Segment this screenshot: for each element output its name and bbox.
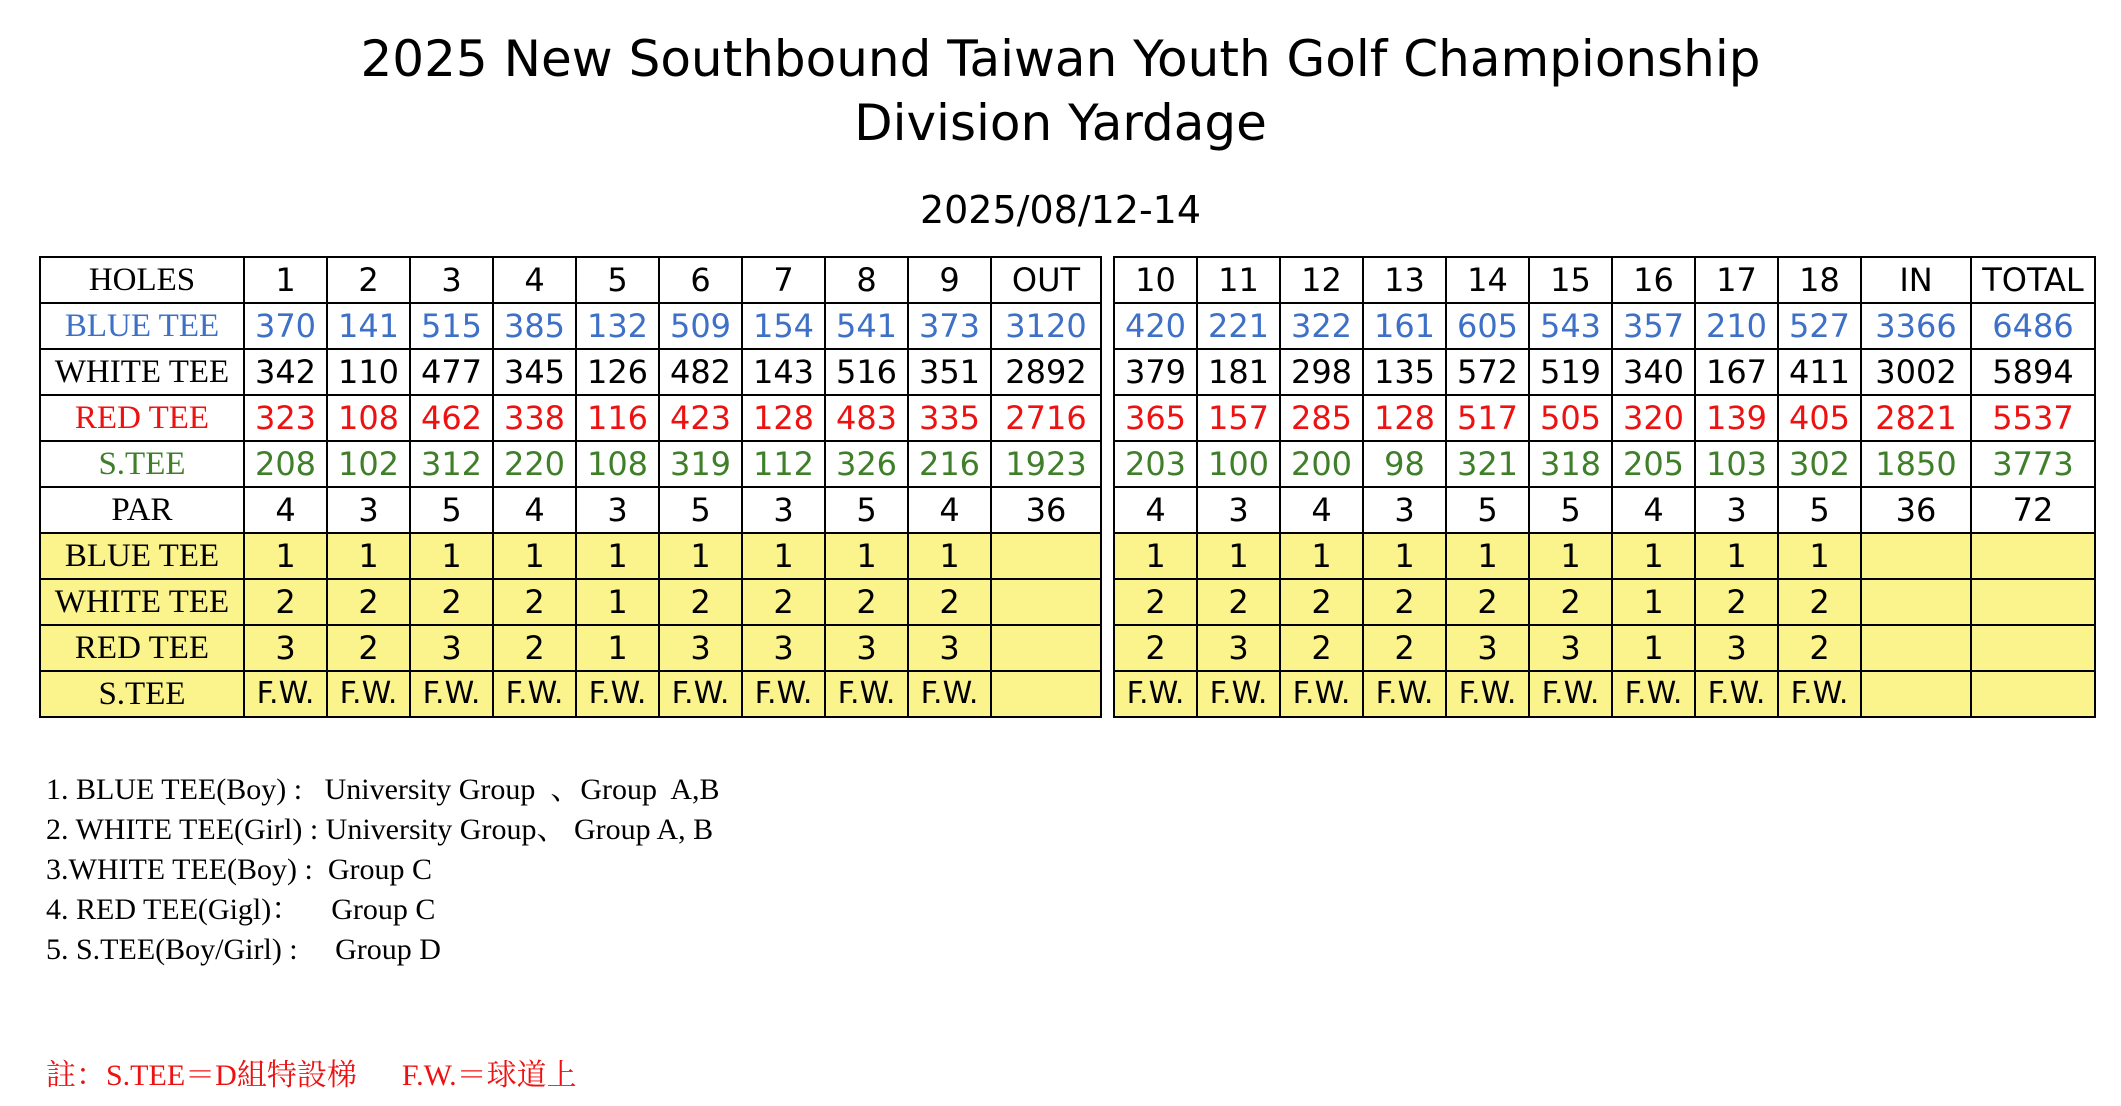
row-label: WHITE TEE bbox=[40, 579, 244, 625]
tee-position-row bbox=[40, 671, 1101, 717]
yardage-cell: 3 bbox=[1695, 487, 1778, 533]
tee-position-cell: 1 bbox=[327, 533, 410, 579]
yardage-cell: 373 bbox=[908, 303, 991, 349]
yardage-cell: 5 bbox=[1778, 487, 1861, 533]
tee-position-cell: 2 bbox=[1363, 579, 1446, 625]
hole-number: IN bbox=[1861, 257, 1971, 303]
tee-position-cell: F.W. bbox=[1695, 671, 1778, 717]
yardage-cell: 505 bbox=[1529, 395, 1612, 441]
hole-number: 12 bbox=[1280, 257, 1363, 303]
hole-number: 5 bbox=[576, 257, 659, 303]
tee-position-cell: F.W. bbox=[1114, 671, 1197, 717]
tee-position-cell: 3 bbox=[1529, 625, 1612, 671]
yardage-cell: 3002 bbox=[1861, 349, 1971, 395]
yardage-cell: 108 bbox=[327, 395, 410, 441]
hole-number: 2 bbox=[327, 257, 410, 303]
yardage-cell: 357 bbox=[1612, 303, 1695, 349]
yardage-cell: 318 bbox=[1529, 441, 1612, 487]
yardage-cell: 5894 bbox=[1971, 349, 2095, 395]
hole-number: 1 bbox=[244, 257, 327, 303]
hole-number: 8 bbox=[825, 257, 908, 303]
tee-position-cell: F.W. bbox=[1363, 671, 1446, 717]
tee-position-cell: 2 bbox=[327, 579, 410, 625]
yardage-cell: 128 bbox=[1363, 395, 1446, 441]
yardage-cell: 379 bbox=[1114, 349, 1197, 395]
tee-position-cell: F.W. bbox=[1446, 671, 1529, 717]
yardage-cell: 405 bbox=[1778, 395, 1861, 441]
tee-position-cell: 2 bbox=[1695, 579, 1778, 625]
tee-position-cell: 2 bbox=[493, 579, 576, 625]
row-label: S.TEE bbox=[40, 441, 244, 487]
yardage-cell: 515 bbox=[410, 303, 493, 349]
yardage-cell: 128 bbox=[742, 395, 825, 441]
holes-header-row bbox=[1114, 257, 2095, 303]
yardage-cell: 462 bbox=[410, 395, 493, 441]
tee-position-cell: 1 bbox=[576, 579, 659, 625]
tee-position-cell: 1 bbox=[1778, 533, 1861, 579]
tee-position-cell: 3 bbox=[1197, 625, 1280, 671]
yardage-cell: 221 bbox=[1197, 303, 1280, 349]
par-tee-row bbox=[40, 487, 1101, 533]
yardage-cell: 3120 bbox=[991, 303, 1101, 349]
yardage-cell: 4 bbox=[908, 487, 991, 533]
tee-position-cell: F.W. bbox=[576, 671, 659, 717]
red-tee-row bbox=[40, 395, 1101, 441]
row-label: BLUE TEE bbox=[40, 533, 244, 579]
tee-position-cell: 2 bbox=[908, 579, 991, 625]
yardage-cell: 5537 bbox=[1971, 395, 2095, 441]
hole-number: 10 bbox=[1114, 257, 1197, 303]
yardage-cell: 154 bbox=[742, 303, 825, 349]
tee-position-cell: 1 bbox=[244, 533, 327, 579]
tee-position-cell: F.W. bbox=[1778, 671, 1861, 717]
tee-position-cell: 3 bbox=[1446, 625, 1529, 671]
yardage-cell: 3 bbox=[742, 487, 825, 533]
tee-position-cell: 1 bbox=[1612, 579, 1695, 625]
yardage-cell: 6486 bbox=[1971, 303, 2095, 349]
tee-position-cell: 2 bbox=[327, 625, 410, 671]
tee-position-cell: 3 bbox=[908, 625, 991, 671]
tee-position-cell bbox=[1971, 579, 2095, 625]
tee-position-cell: 2 bbox=[1778, 625, 1861, 671]
hole-number: 14 bbox=[1446, 257, 1529, 303]
tee-position-cell bbox=[991, 625, 1101, 671]
yardage-cell: 4 bbox=[1612, 487, 1695, 533]
tee-position-cell bbox=[991, 533, 1101, 579]
yardage-cell: 108 bbox=[576, 441, 659, 487]
tee-position-cell: 1 bbox=[1612, 625, 1695, 671]
yardage-cell: 36 bbox=[991, 487, 1101, 533]
tee-position-cell: 1 bbox=[1612, 533, 1695, 579]
yardage-cell: 302 bbox=[1778, 441, 1861, 487]
tee-position-cell: 2 bbox=[1197, 579, 1280, 625]
yardage-cell: 509 bbox=[659, 303, 742, 349]
tee-position-row bbox=[40, 579, 1101, 625]
tee-position-cell: 2 bbox=[1280, 625, 1363, 671]
s-tee-row bbox=[1114, 441, 2095, 487]
yardage-cell: 5 bbox=[410, 487, 493, 533]
yardage-cell: 335 bbox=[908, 395, 991, 441]
row-label: BLUE TEE bbox=[40, 303, 244, 349]
note-line: 3.WHITE TEE(Boy) : Group C bbox=[46, 853, 433, 886]
yardage-cell: 103 bbox=[1695, 441, 1778, 487]
yardage-cell: 210 bbox=[1695, 303, 1778, 349]
yardage-cell: 527 bbox=[1778, 303, 1861, 349]
front-nine-table bbox=[39, 256, 1102, 718]
tee-position-cell bbox=[1861, 625, 1971, 671]
tee-position-cell: 1 bbox=[1363, 533, 1446, 579]
tee-position-cell: 1 bbox=[1197, 533, 1280, 579]
yardage-cell: 370 bbox=[244, 303, 327, 349]
tee-position-cell: F.W. bbox=[1612, 671, 1695, 717]
yardage-cell: 205 bbox=[1612, 441, 1695, 487]
blue-tee-row bbox=[1114, 303, 2095, 349]
yardage-cell: 141 bbox=[327, 303, 410, 349]
row-label: S.TEE bbox=[40, 671, 244, 717]
yardage-cell: 5 bbox=[825, 487, 908, 533]
yardage-cell: 342 bbox=[244, 349, 327, 395]
tee-position-cell: 1 bbox=[1280, 533, 1363, 579]
yardage-cell: 4 bbox=[493, 487, 576, 533]
par-tee-row bbox=[1114, 487, 2095, 533]
tee-position-cell: 1 bbox=[1529, 533, 1612, 579]
yardage-cell: 3366 bbox=[1861, 303, 1971, 349]
tee-position-cell: F.W. bbox=[742, 671, 825, 717]
yardage-cell: 135 bbox=[1363, 349, 1446, 395]
yardage-cell: 139 bbox=[1695, 395, 1778, 441]
tee-position-cell: F.W. bbox=[327, 671, 410, 717]
tee-position-row bbox=[40, 533, 1101, 579]
yardage-cell: 519 bbox=[1529, 349, 1612, 395]
yardage-cell: 321 bbox=[1446, 441, 1529, 487]
hole-number: 16 bbox=[1612, 257, 1695, 303]
yardage-cell: 3 bbox=[1363, 487, 1446, 533]
tee-position-cell: 2 bbox=[1778, 579, 1861, 625]
blue-tee-row bbox=[40, 303, 1101, 349]
hole-number: OUT bbox=[991, 257, 1101, 303]
row-label: RED TEE bbox=[40, 395, 244, 441]
yardage-cell: 72 bbox=[1971, 487, 2095, 533]
tee-position-cell: F.W. bbox=[825, 671, 908, 717]
hole-number: 15 bbox=[1529, 257, 1612, 303]
yardage-cell: 312 bbox=[410, 441, 493, 487]
note-line: 5. S.TEE(Boy/Girl) : Group D bbox=[46, 933, 441, 966]
tee-position-cell bbox=[1861, 533, 1971, 579]
hole-number: TOTAL bbox=[1971, 257, 2095, 303]
tee-position-cell: F.W. bbox=[659, 671, 742, 717]
tee-position-cell: F.W. bbox=[493, 671, 576, 717]
tee-position-cell bbox=[1971, 533, 2095, 579]
yardage-cell: 110 bbox=[327, 349, 410, 395]
yardage-cell: 423 bbox=[659, 395, 742, 441]
yardage-cell: 3 bbox=[576, 487, 659, 533]
tee-position-cell: 2 bbox=[1446, 579, 1529, 625]
tee-position-cell: 1 bbox=[659, 533, 742, 579]
tee-position-cell: 2 bbox=[659, 579, 742, 625]
hole-number: 13 bbox=[1363, 257, 1446, 303]
yardage-cell: 5 bbox=[1529, 487, 1612, 533]
tee-position-cell: 2 bbox=[1114, 579, 1197, 625]
yardage-cell: 516 bbox=[825, 349, 908, 395]
yardage-cell: 4 bbox=[1114, 487, 1197, 533]
tee-position-cell: 2 bbox=[244, 579, 327, 625]
yardage-cell: 326 bbox=[825, 441, 908, 487]
yardage-cell: 322 bbox=[1280, 303, 1363, 349]
tee-position-row bbox=[1114, 671, 2095, 717]
hole-number: 17 bbox=[1695, 257, 1778, 303]
division-notes bbox=[46, 770, 720, 970]
tee-position-cell bbox=[991, 671, 1101, 717]
yardage-cell: 5 bbox=[659, 487, 742, 533]
tee-position-cell: F.W. bbox=[1197, 671, 1280, 717]
yardage-cell: 5 bbox=[1446, 487, 1529, 533]
yardage-cell: 1850 bbox=[1861, 441, 1971, 487]
yardage-cell: 385 bbox=[493, 303, 576, 349]
hole-number: 7 bbox=[742, 257, 825, 303]
tee-position-cell: 2 bbox=[1114, 625, 1197, 671]
yardage-cell: 2821 bbox=[1861, 395, 1971, 441]
yardage-cell: 517 bbox=[1446, 395, 1529, 441]
hole-number: 3 bbox=[410, 257, 493, 303]
tee-position-cell: 2 bbox=[1280, 579, 1363, 625]
yardage-cell: 345 bbox=[493, 349, 576, 395]
yardage-cell: 572 bbox=[1446, 349, 1529, 395]
yardage-cell: 208 bbox=[244, 441, 327, 487]
tee-position-cell: 3 bbox=[659, 625, 742, 671]
yardage-cell: 100 bbox=[1197, 441, 1280, 487]
yardage-cell: 319 bbox=[659, 441, 742, 487]
yardage-cell: 340 bbox=[1612, 349, 1695, 395]
note-line: 2. WHITE TEE(Girl) : University Group、 Group A, B bbox=[46, 813, 714, 846]
yardage-cell: 36 bbox=[1861, 487, 1971, 533]
tee-position-cell: 1 bbox=[410, 533, 493, 579]
back-nine-table bbox=[1113, 256, 2096, 718]
yardage-cell: 112 bbox=[742, 441, 825, 487]
tee-position-cell: 3 bbox=[1695, 625, 1778, 671]
yardage-cell: 98 bbox=[1363, 441, 1446, 487]
row-label: PAR bbox=[40, 487, 244, 533]
row-label: WHITE TEE bbox=[40, 349, 244, 395]
yardage-cell: 365 bbox=[1114, 395, 1197, 441]
yardage-cell: 2892 bbox=[991, 349, 1101, 395]
yardage-cell: 541 bbox=[825, 303, 908, 349]
tee-position-cell bbox=[991, 579, 1101, 625]
hole-number: 9 bbox=[908, 257, 991, 303]
yardage-cell: 126 bbox=[576, 349, 659, 395]
note-line: 1. BLUE TEE(Boy) : University Group 、Group A,B bbox=[46, 773, 720, 806]
tee-position-row bbox=[40, 625, 1101, 671]
tee-position-cell: 3 bbox=[244, 625, 327, 671]
yardage-cell: 411 bbox=[1778, 349, 1861, 395]
tee-position-cell: 2 bbox=[1363, 625, 1446, 671]
tee-position-cell: F.W. bbox=[244, 671, 327, 717]
hole-number: 6 bbox=[659, 257, 742, 303]
yardage-cell: 483 bbox=[825, 395, 908, 441]
yardage-cell: 4 bbox=[244, 487, 327, 533]
yardage-cell: 102 bbox=[327, 441, 410, 487]
yardage-cell: 220 bbox=[493, 441, 576, 487]
hole-number: 11 bbox=[1197, 257, 1280, 303]
tee-position-row bbox=[1114, 625, 2095, 671]
yardage-cell: 3 bbox=[1197, 487, 1280, 533]
page-title: 2025 New Southbound Taiwan Youth Golf Championship bbox=[360, 30, 1761, 88]
red-tee-row bbox=[1114, 395, 2095, 441]
tee-position-cell: 3 bbox=[742, 625, 825, 671]
yardage-cell: 143 bbox=[742, 349, 825, 395]
yardage-cell: 3 bbox=[327, 487, 410, 533]
tee-position-cell: 3 bbox=[410, 625, 493, 671]
yardage-cell: 216 bbox=[908, 441, 991, 487]
tee-position-cell: F.W. bbox=[1280, 671, 1363, 717]
yardage-cell: 2716 bbox=[991, 395, 1101, 441]
tee-position-cell: F.W. bbox=[1529, 671, 1612, 717]
s-tee-row bbox=[40, 441, 1101, 487]
tee-position-cell bbox=[1971, 625, 2095, 671]
tee-position-cell: 1 bbox=[576, 625, 659, 671]
yardage-cell: 167 bbox=[1695, 349, 1778, 395]
yardage-cell: 323 bbox=[244, 395, 327, 441]
yardage-cell: 351 bbox=[908, 349, 991, 395]
note-line: 4. RED TEE(Gigl)： Group C bbox=[46, 893, 436, 926]
tee-position-cell bbox=[1861, 671, 1971, 717]
yardage-cell: 285 bbox=[1280, 395, 1363, 441]
yardage-cell: 132 bbox=[576, 303, 659, 349]
yardage-cell: 3773 bbox=[1971, 441, 2095, 487]
white-tee-row bbox=[1114, 349, 2095, 395]
yardage-cell: 420 bbox=[1114, 303, 1197, 349]
holes-header-row bbox=[40, 257, 1101, 303]
yardage-cell: 4 bbox=[1280, 487, 1363, 533]
tee-position-cell: 1 bbox=[908, 533, 991, 579]
tee-position-cell: 1 bbox=[1695, 533, 1778, 579]
yardage-cell: 1923 bbox=[991, 441, 1101, 487]
remark-note: 註：S.TEE＝D組特設梯 F.W.＝球道上 bbox=[46, 1059, 577, 1092]
yardage-cell: 482 bbox=[659, 349, 742, 395]
yardage-cell: 157 bbox=[1197, 395, 1280, 441]
yardage-cell: 181 bbox=[1197, 349, 1280, 395]
row-label: RED TEE bbox=[40, 625, 244, 671]
tee-position-cell: 2 bbox=[742, 579, 825, 625]
tee-position-cell: F.W. bbox=[410, 671, 493, 717]
tee-position-row bbox=[1114, 533, 2095, 579]
yardage-cell: 605 bbox=[1446, 303, 1529, 349]
tee-position-cell: 3 bbox=[825, 625, 908, 671]
tee-position-cell: 1 bbox=[1114, 533, 1197, 579]
yardage-cell: 298 bbox=[1280, 349, 1363, 395]
tee-position-cell: 1 bbox=[576, 533, 659, 579]
hole-number: 4 bbox=[493, 257, 576, 303]
page-subtitle: Division Yardage bbox=[854, 94, 1267, 152]
tee-position-cell bbox=[1971, 671, 2095, 717]
tee-position-row bbox=[1114, 579, 2095, 625]
yardage-cell: 116 bbox=[576, 395, 659, 441]
tee-position-cell bbox=[1861, 579, 1971, 625]
tee-position-cell: 2 bbox=[493, 625, 576, 671]
tee-position-cell: 2 bbox=[410, 579, 493, 625]
tee-position-cell: 1 bbox=[1446, 533, 1529, 579]
white-tee-row bbox=[40, 349, 1101, 395]
yardage-cell: 203 bbox=[1114, 441, 1197, 487]
tee-position-cell: 1 bbox=[493, 533, 576, 579]
yardage-cell: 338 bbox=[493, 395, 576, 441]
tee-position-cell: 1 bbox=[825, 533, 908, 579]
tee-position-cell: 2 bbox=[825, 579, 908, 625]
hole-number: 18 bbox=[1778, 257, 1861, 303]
yardage-cell: 477 bbox=[410, 349, 493, 395]
yardage-cell: 320 bbox=[1612, 395, 1695, 441]
tee-position-cell: 1 bbox=[742, 533, 825, 579]
tee-position-cell: F.W. bbox=[908, 671, 991, 717]
holes-label: HOLES bbox=[40, 257, 244, 303]
tee-position-cell: 2 bbox=[1529, 579, 1612, 625]
event-date: 2025/08/12-14 bbox=[919, 188, 1202, 232]
yardage-cell: 543 bbox=[1529, 303, 1612, 349]
yardage-cell: 161 bbox=[1363, 303, 1446, 349]
yardage-cell: 200 bbox=[1280, 441, 1363, 487]
